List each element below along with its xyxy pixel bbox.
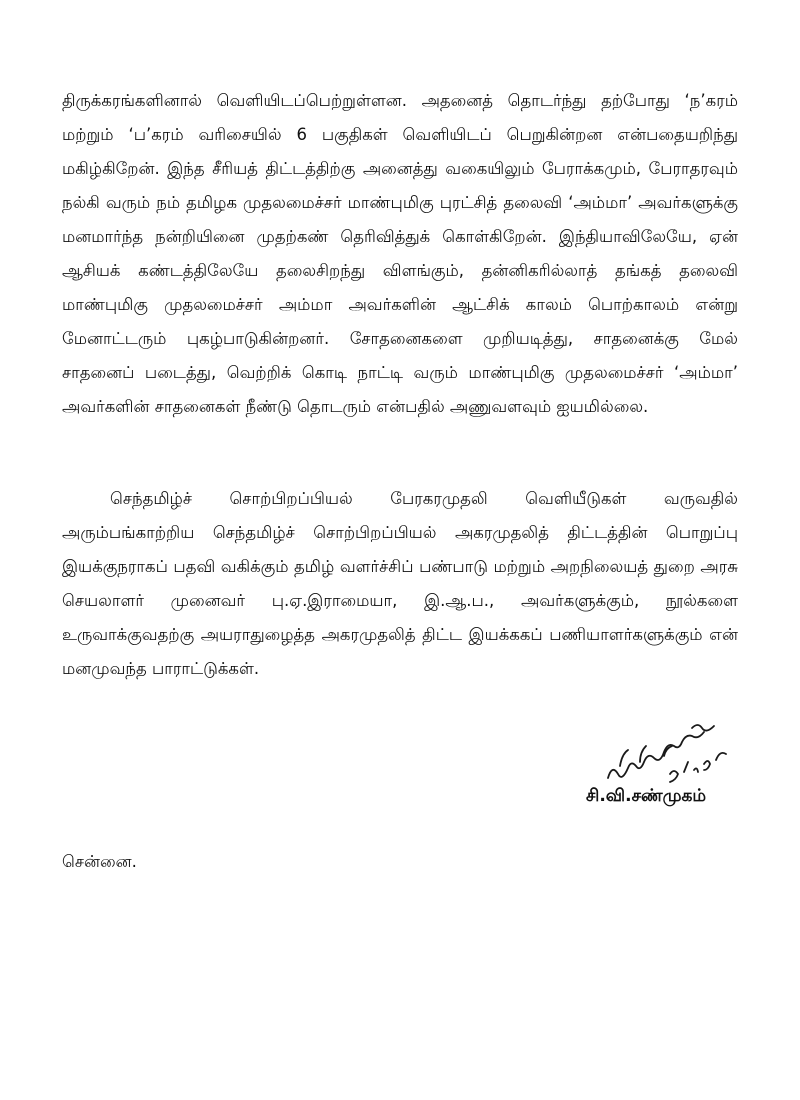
signer-name: சி.வி.சண்முகம் <box>586 786 707 806</box>
place-name: சென்னை. <box>62 852 137 871</box>
paragraph-2: செந்தமிழ்ச் சொற்பிறப்பியல் பேரகரமுதலி வெளியீடுகள் வருவதில் அரும்பங்காற்றிய செந்தமிழ்ச் சொற்பிறப்பியல் அகரமுதலித் திட்டத்தின் பொறுப்பு இயக்குநராகப் பதவி வகிக்கும் தமிழ் வளர்ச்சிப் பண்பாடு மற்றும் அறநிலையத் துறை அரசு செயலாளர் முனைவர் பு.ஏ.இராமையா, இ.ஆ.ப., அவர்களுக்கும், நூல்களை உருவாக்குவதற்கு அயராதுழைத்த அகரமுதலித் திட்ட இயக்ககப் பணியாளர்களுக்கும் என் மனமுவந்த பாராட்டுக்கள். <box>62 489 738 678</box>
paragraph-1: திருக்கரங்களினால் வெளியிடப்பெற்றுள்ளன. அதனைத் தொடர்ந்து தற்போது ‘ந’கரம் மற்றும் ‘ப’கரம் வரிசையில் 6 பகுதிகள் வெளியிடப் பெறுகின்றன என்பதையறிந்து மகிழ்கிறேன். இந்த சீரியத் திட்டத்திற்கு அனைத்து வகையிலும் பேராக்கமும், பேராதரவும் நல்கி வரும் நம் தமிழக முதலமைச்சர் மாண்புமிகு புரட்சித் தலைவி ‘அம்மா’ அவர்களுக்கு மனமார்ந்த நன்றியினை முதற்கண் தெரிவித்துக் கொள்கிறேன். இந்தியாவிலேயே, ஏன் ஆசியக் கண்டத்திலேயே தலைசிறந்து விளங்கும், தன்னிகரில்லாத் தங்கத் தலைவி மாண்புமிகு முதலமைச்சர் அம்மா அவர்களின் ஆட்சிக் காலம் பொற்காலம் என்று மேனாட்டரும் புகழ்பாடுகின்றனர். சோதனைகளை முறியடித்து, சாதனைக்கு மேல் சாதனைப் படைத்து, வெற்றிக் கொடி நாட்டி வரும் மாண்புமிகு முதலமைச்சர் ‘அம்மா’ அவர்களின் சாதனைகள் நீண்டு தொடரும் என்பதில் அணுவளவும் ஐயமில்லை. <box>62 91 738 416</box>
handwritten-signature <box>600 708 750 798</box>
